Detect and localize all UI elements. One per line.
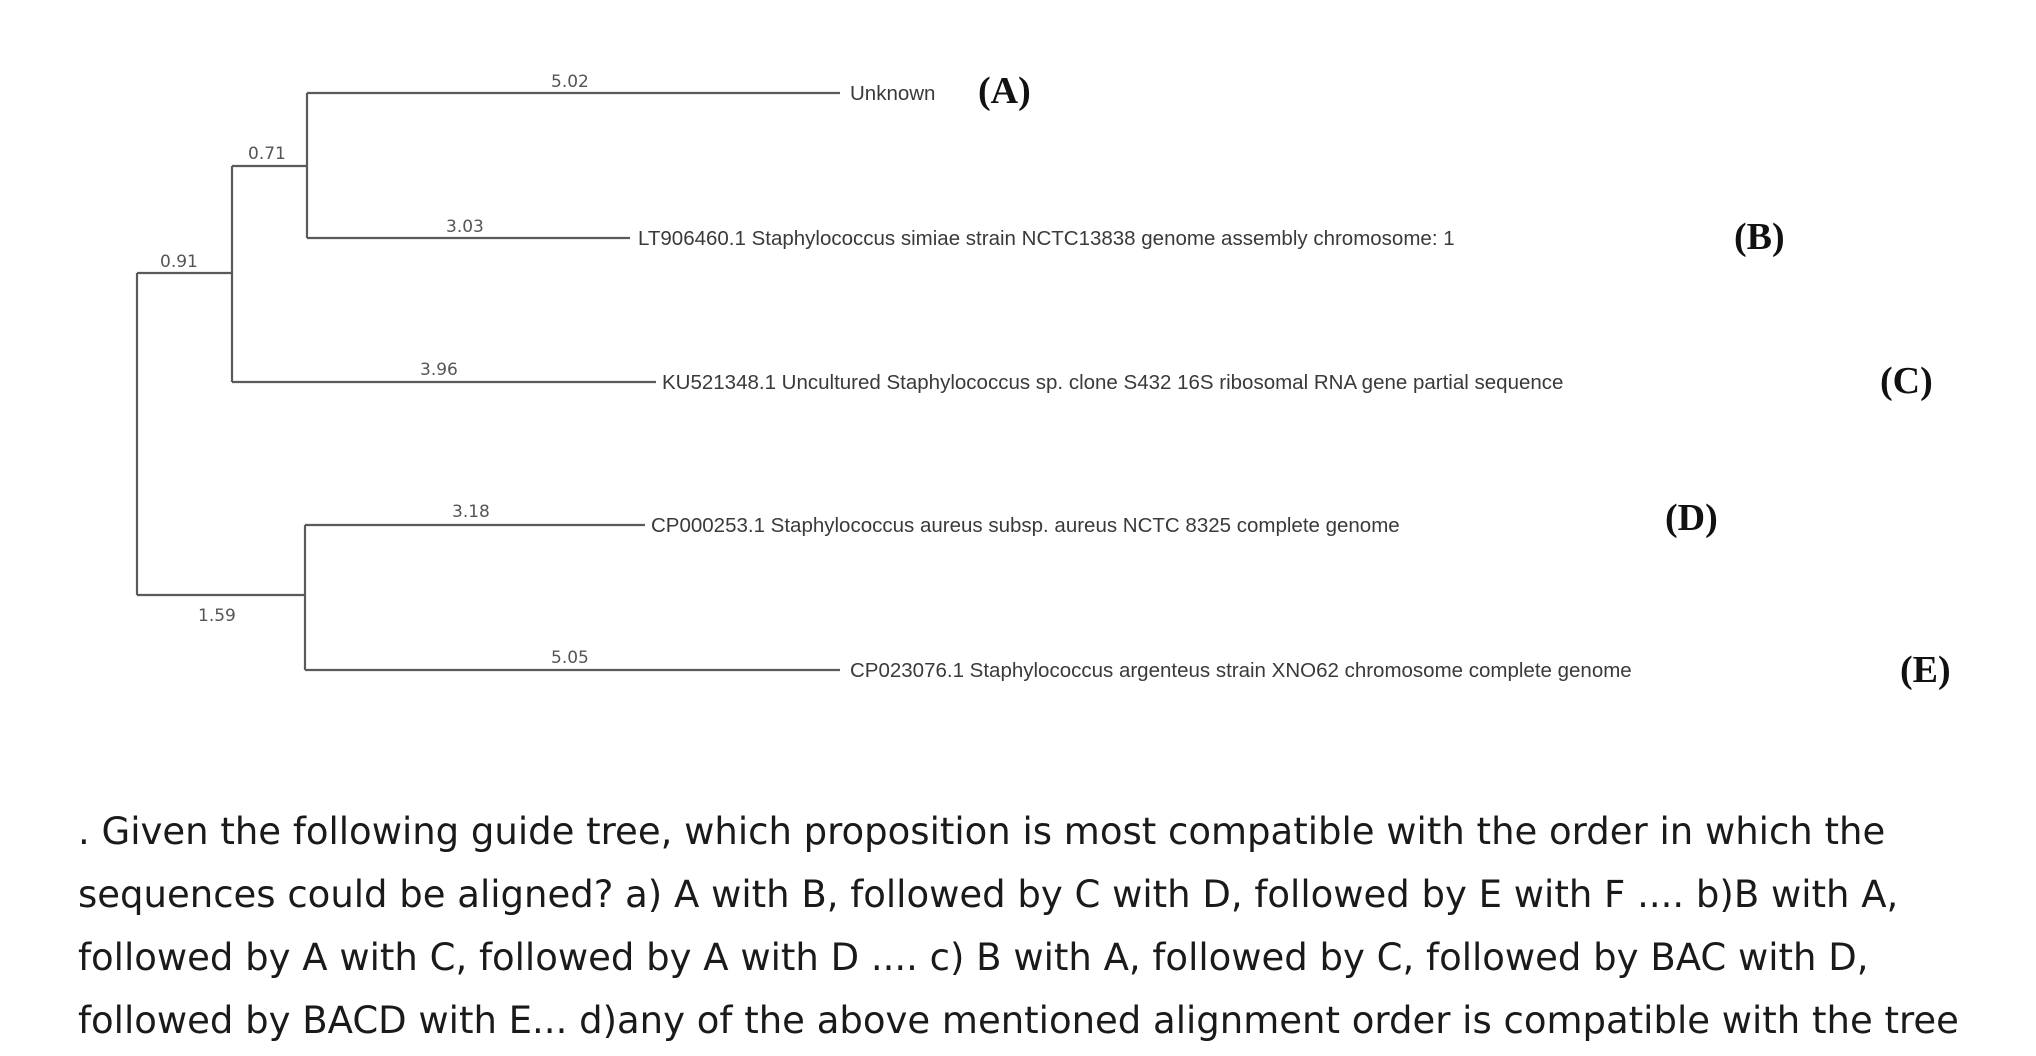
leaf-b-name: LT906460.1 Staphylococcus simiae strain NCTC13838 genome assembly chromosome: 1 — [638, 227, 1455, 250]
branch-length-b: 3.03 — [446, 217, 484, 237]
branch-length-c: 3.96 — [420, 360, 458, 380]
leaf-b-tag: (B) — [1734, 216, 1785, 258]
leaf-e-name: CP023076.1 Staphylococcus argenteus strain XNO62 chromosome complete genome — [850, 659, 1632, 682]
branch-length-root-de: 1.59 — [198, 606, 236, 626]
branch-length-root-abc: 0.91 — [160, 252, 198, 272]
branch-length-d: 3.18 — [452, 502, 490, 522]
branch-length-abc-ab: 0.71 — [248, 144, 286, 164]
question-text: . Given the following guide tree, which proposition is most compatible with the order in which the sequences could be aligned? a) A with B, followed by C with D, followed by E with F .... b)B with A, followed by A with C, followed by A with D .... c) B with A, followed by C, followed by BAC with D, followed by BACD with E... d)any of the above mentioned alignment order is compatible with the tree — [78, 810, 1959, 1042]
leaf-c-tag: (C) — [1880, 360, 1933, 402]
leaf-a-tag: (A) — [978, 70, 1031, 112]
leaf-d-name: CP000253.1 Staphylococcus aureus subsp. aureus NCTC 8325 complete genome — [651, 514, 1400, 537]
leaf-d-tag: (D) — [1665, 497, 1718, 539]
leaf-a-name: Unknown — [850, 82, 936, 105]
branch-length-e: 5.05 — [551, 648, 589, 668]
leaf-c-name: KU521348.1 Uncultured Staphylococcus sp. clone S432 16S ribosomal RNA gene partial sequence — [662, 371, 1564, 394]
leaf-e-tag: (E) — [1900, 649, 1951, 691]
branch-length-a: 5.02 — [551, 72, 589, 92]
